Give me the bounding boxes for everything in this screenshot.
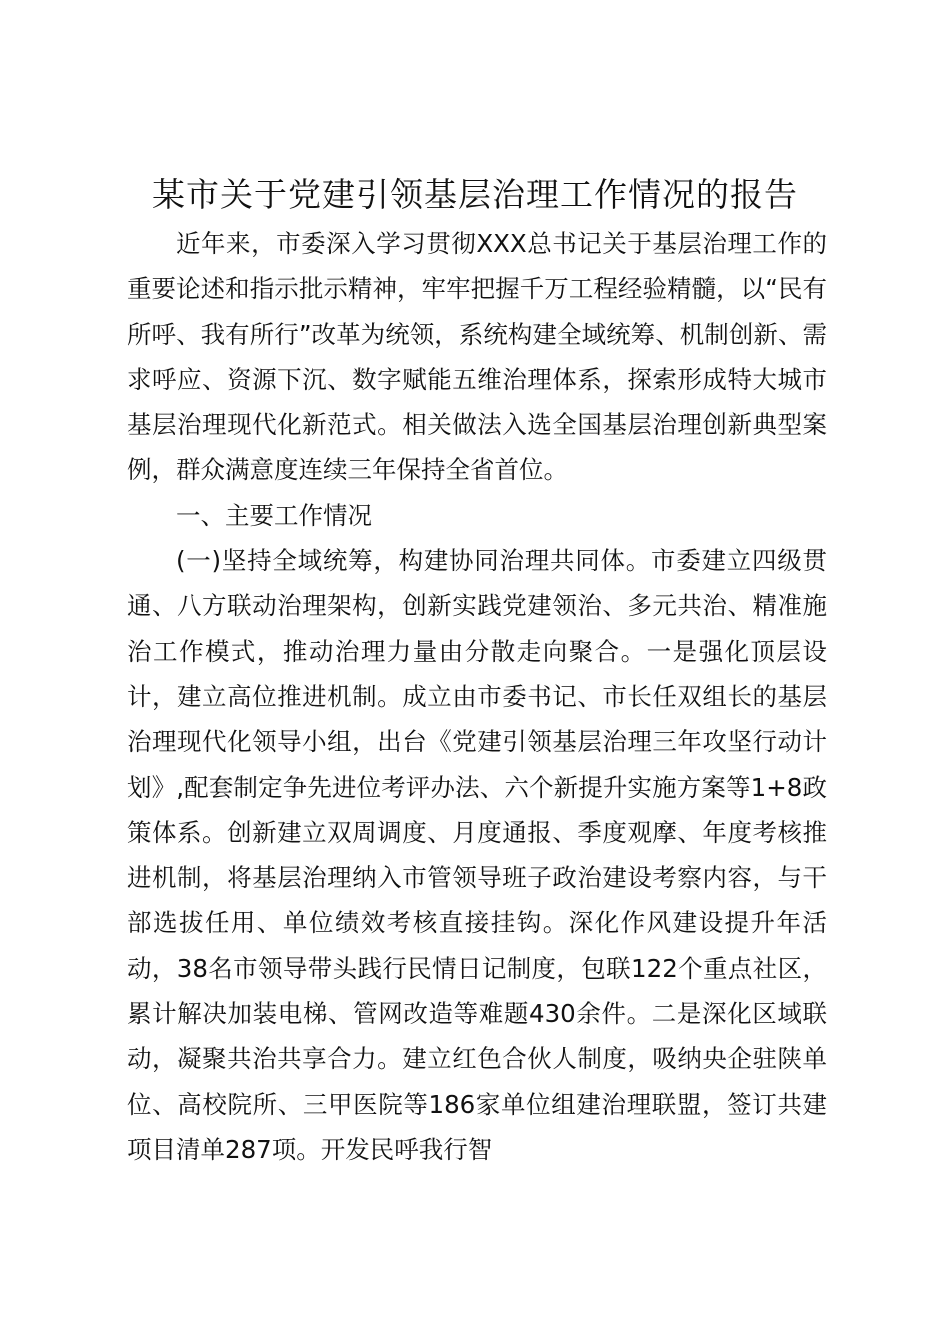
document-body bbox=[127, 221, 827, 1172]
section-heading: 一、主要工作情况 bbox=[176, 500, 372, 530]
intro-paragraph: 近年来，市委深入学习贯彻XXX总书记关于基层治理工作的重要论述和指示批示精神，牢牢把握千万工程经验精髓，以“民有所呼、我有所行”改革为统领，系统构建全域统筹、机制创新、需求呼应、资源下沉、数字赋能五维治理体系，探索形成特大城市基层治理现代化新范式。相关做法入选全国基层治理创新典型案例，群众满意度连续三年保持全省首位。 bbox=[127, 229, 827, 485]
body-paragraph: (一)坚持全域统筹，构建协同治理共同体。市委建立四级贯通、八方联动治理架构，创新实践党建领治、多元共治、精准施治工作模式，推动治理力量由分散走向聚合。一是强化顶层设计，建立高位推进机制。成立由市委书记、市长任双组长的基层治理现代化领导小组，出台《党建引领基层治理三年攻坚行动计划》,配套制定争先进位考评办法、六个新提升实施方案等1+8政策体系。创新建立双周调度、月度通报、季度观摩、年度考核推进机制，将基层治理纳入市管领导班子政治建设考察内容，与干部选拔任用、单位绩效考核直接挂钩。深化作风建设提升年活动，38名市领导带头践行民情日记制度，包联122个重点社区，累计解决加装电梯、管网改造等难题430余件。二是深化区域联动，凝聚共治共享合力。建立红色合伙人制度，吸纳央企驻陕单位、高校院所、三甲医院等186家单位组建治理联盟，签订共建项目清单287项。开发民呼我行智 bbox=[127, 546, 827, 1164]
document-title: 某市关于党建引领基层治理工作情况的报告 bbox=[152, 175, 798, 214]
